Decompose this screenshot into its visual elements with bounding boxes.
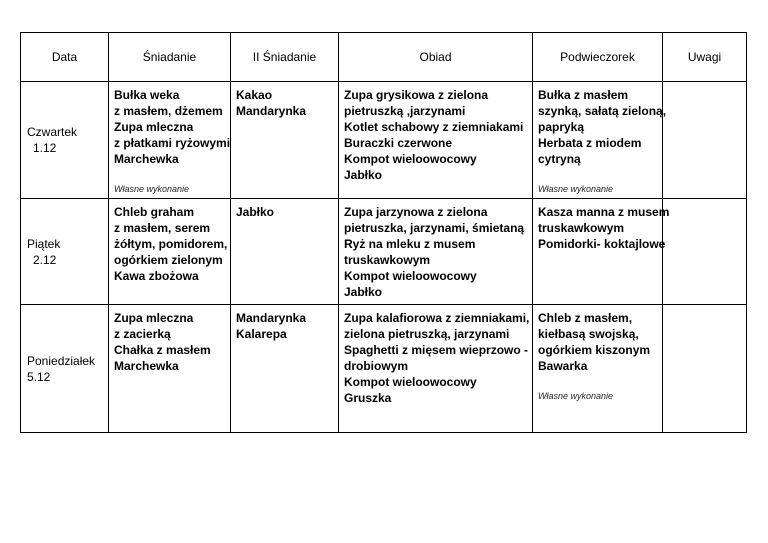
menu-line: Zupa mleczna (114, 120, 194, 134)
obiad-cell (339, 199, 533, 305)
day-name: Piątek (27, 236, 61, 251)
menu-line: z płatkami ryżowymi (114, 136, 231, 150)
table-row (21, 82, 747, 199)
menu-line: kiełbasą swojską, (538, 327, 639, 341)
menu-line: Pomidorki- koktajlowe (538, 237, 666, 251)
menu-line: Spaghetti z mięsem wieprzowo - (344, 343, 529, 357)
menu-line: z zacierką (114, 327, 171, 341)
uwagi-cell (663, 305, 747, 433)
menu-table (20, 32, 747, 433)
header-podwieczorek: Podwieczorek (533, 33, 663, 82)
menu-line: truskawkowym (538, 221, 625, 235)
day-date: 1.12 (33, 141, 57, 155)
menu-line: pietruszką ,jarzynami (344, 104, 466, 118)
date-cell (21, 82, 109, 199)
uwagi-cell (663, 82, 747, 199)
menu-line: Jabłko (344, 285, 383, 299)
menu-line: Herbata z miodem (538, 136, 642, 150)
menu-line: Zupa jarzynowa z zielona (344, 205, 488, 219)
podwieczorek-note: Własne wykonanie (538, 391, 614, 401)
sniadanie-cell (109, 305, 231, 433)
header-row (21, 33, 747, 82)
menu-line: Kompot wieloowocowy (344, 375, 477, 389)
menu-line: Kawa zbożowa (114, 269, 199, 283)
podwieczorek-cell (533, 82, 667, 199)
menu-line: Mandarynka (236, 104, 307, 118)
menu-line: szynką, sałatą zieloną, (538, 104, 667, 118)
obiad-cell (339, 305, 533, 433)
menu-line: Ryż na mleku z musem (344, 237, 476, 251)
menu-line: Bawarka (538, 359, 588, 373)
menu-line: z masłem, serem (114, 221, 211, 235)
podwieczorek-cell (533, 199, 670, 305)
menu-line: Mandarynka (236, 311, 307, 325)
menu-line: papryką (538, 120, 585, 134)
menu-line: Zupa grysikowa z zielona (344, 88, 489, 102)
podwieczorek-note: Własne wykonanie (538, 184, 614, 194)
header-date: Data (21, 33, 109, 82)
ii-sniadanie-cell (231, 82, 339, 199)
table-row (21, 305, 747, 433)
header-ii-sniadanie: II Śniadanie (231, 33, 339, 82)
ii-sniadanie-cell (231, 305, 339, 433)
menu-line: Marchewka (114, 152, 179, 166)
sniadanie-cell (109, 199, 231, 305)
menu-line: zielona pietruszką, jarzynami (344, 327, 510, 341)
menu-line: Jabłko (344, 168, 383, 182)
menu-line: Kotlet schabowy z ziemniakami (344, 120, 524, 134)
menu-line: Bułka weka (114, 88, 180, 102)
header-sniadanie: Śniadanie (109, 33, 231, 82)
ii-sniadanie-cell (231, 199, 339, 305)
menu-line: Chleb z masłem, (538, 311, 633, 325)
day-date: 2.12 (33, 252, 57, 267)
header-uwagi: Uwagi (663, 33, 747, 82)
header-obiad: Obiad (339, 33, 533, 82)
menu-line: ogórkiem zielonym (114, 253, 223, 267)
menu-line: Zupa kalafiorowa z ziemniakami, (344, 311, 530, 325)
menu-line: Jabłko (236, 205, 275, 219)
sniadanie-cell (109, 82, 231, 199)
menu-line: Chałka z masłem (114, 343, 211, 357)
day-date: 5.12 (27, 369, 51, 384)
uwagi-cell (663, 199, 747, 305)
menu-line: Kompot wieloowocowy (344, 152, 477, 166)
menu-line: Bułka z masłem (538, 88, 629, 102)
menu-line: ogórkiem kiszonym (538, 343, 651, 357)
day-name: Czwartek (27, 125, 78, 139)
menu-line: Gruszka (344, 391, 392, 405)
day-name: Poniedziałek (27, 353, 96, 368)
date-cell (21, 199, 109, 305)
menu-line: truskawkowym (344, 253, 431, 267)
menu-line: drobiowym (344, 359, 409, 373)
menu-line: Marchewka (114, 359, 179, 373)
menu-line: Chleb graham (114, 205, 195, 219)
menu-line: Zupa mleczna (114, 311, 194, 325)
table-row (21, 199, 747, 305)
menu-line: Kompot wieloowocowy (344, 269, 477, 283)
menu-line: pietruszka, jarzynami, śmietaną (344, 221, 525, 235)
menu-line: cytryną (538, 152, 581, 166)
sniadanie-note: Własne wykonanie (114, 184, 190, 194)
obiad-cell (339, 82, 533, 199)
podwieczorek-cell (533, 305, 663, 433)
date-cell (21, 305, 109, 433)
menu-line: Buraczki czerwone (344, 136, 453, 150)
menu-line: z masłem, dżemem (114, 104, 223, 118)
menu-line: Kalarepa (236, 327, 287, 341)
menu-line: żółtym, pomidorem, (114, 237, 228, 251)
menu-line: Kasza manna z musem (538, 205, 670, 219)
menu-line: Kakao (236, 88, 273, 102)
